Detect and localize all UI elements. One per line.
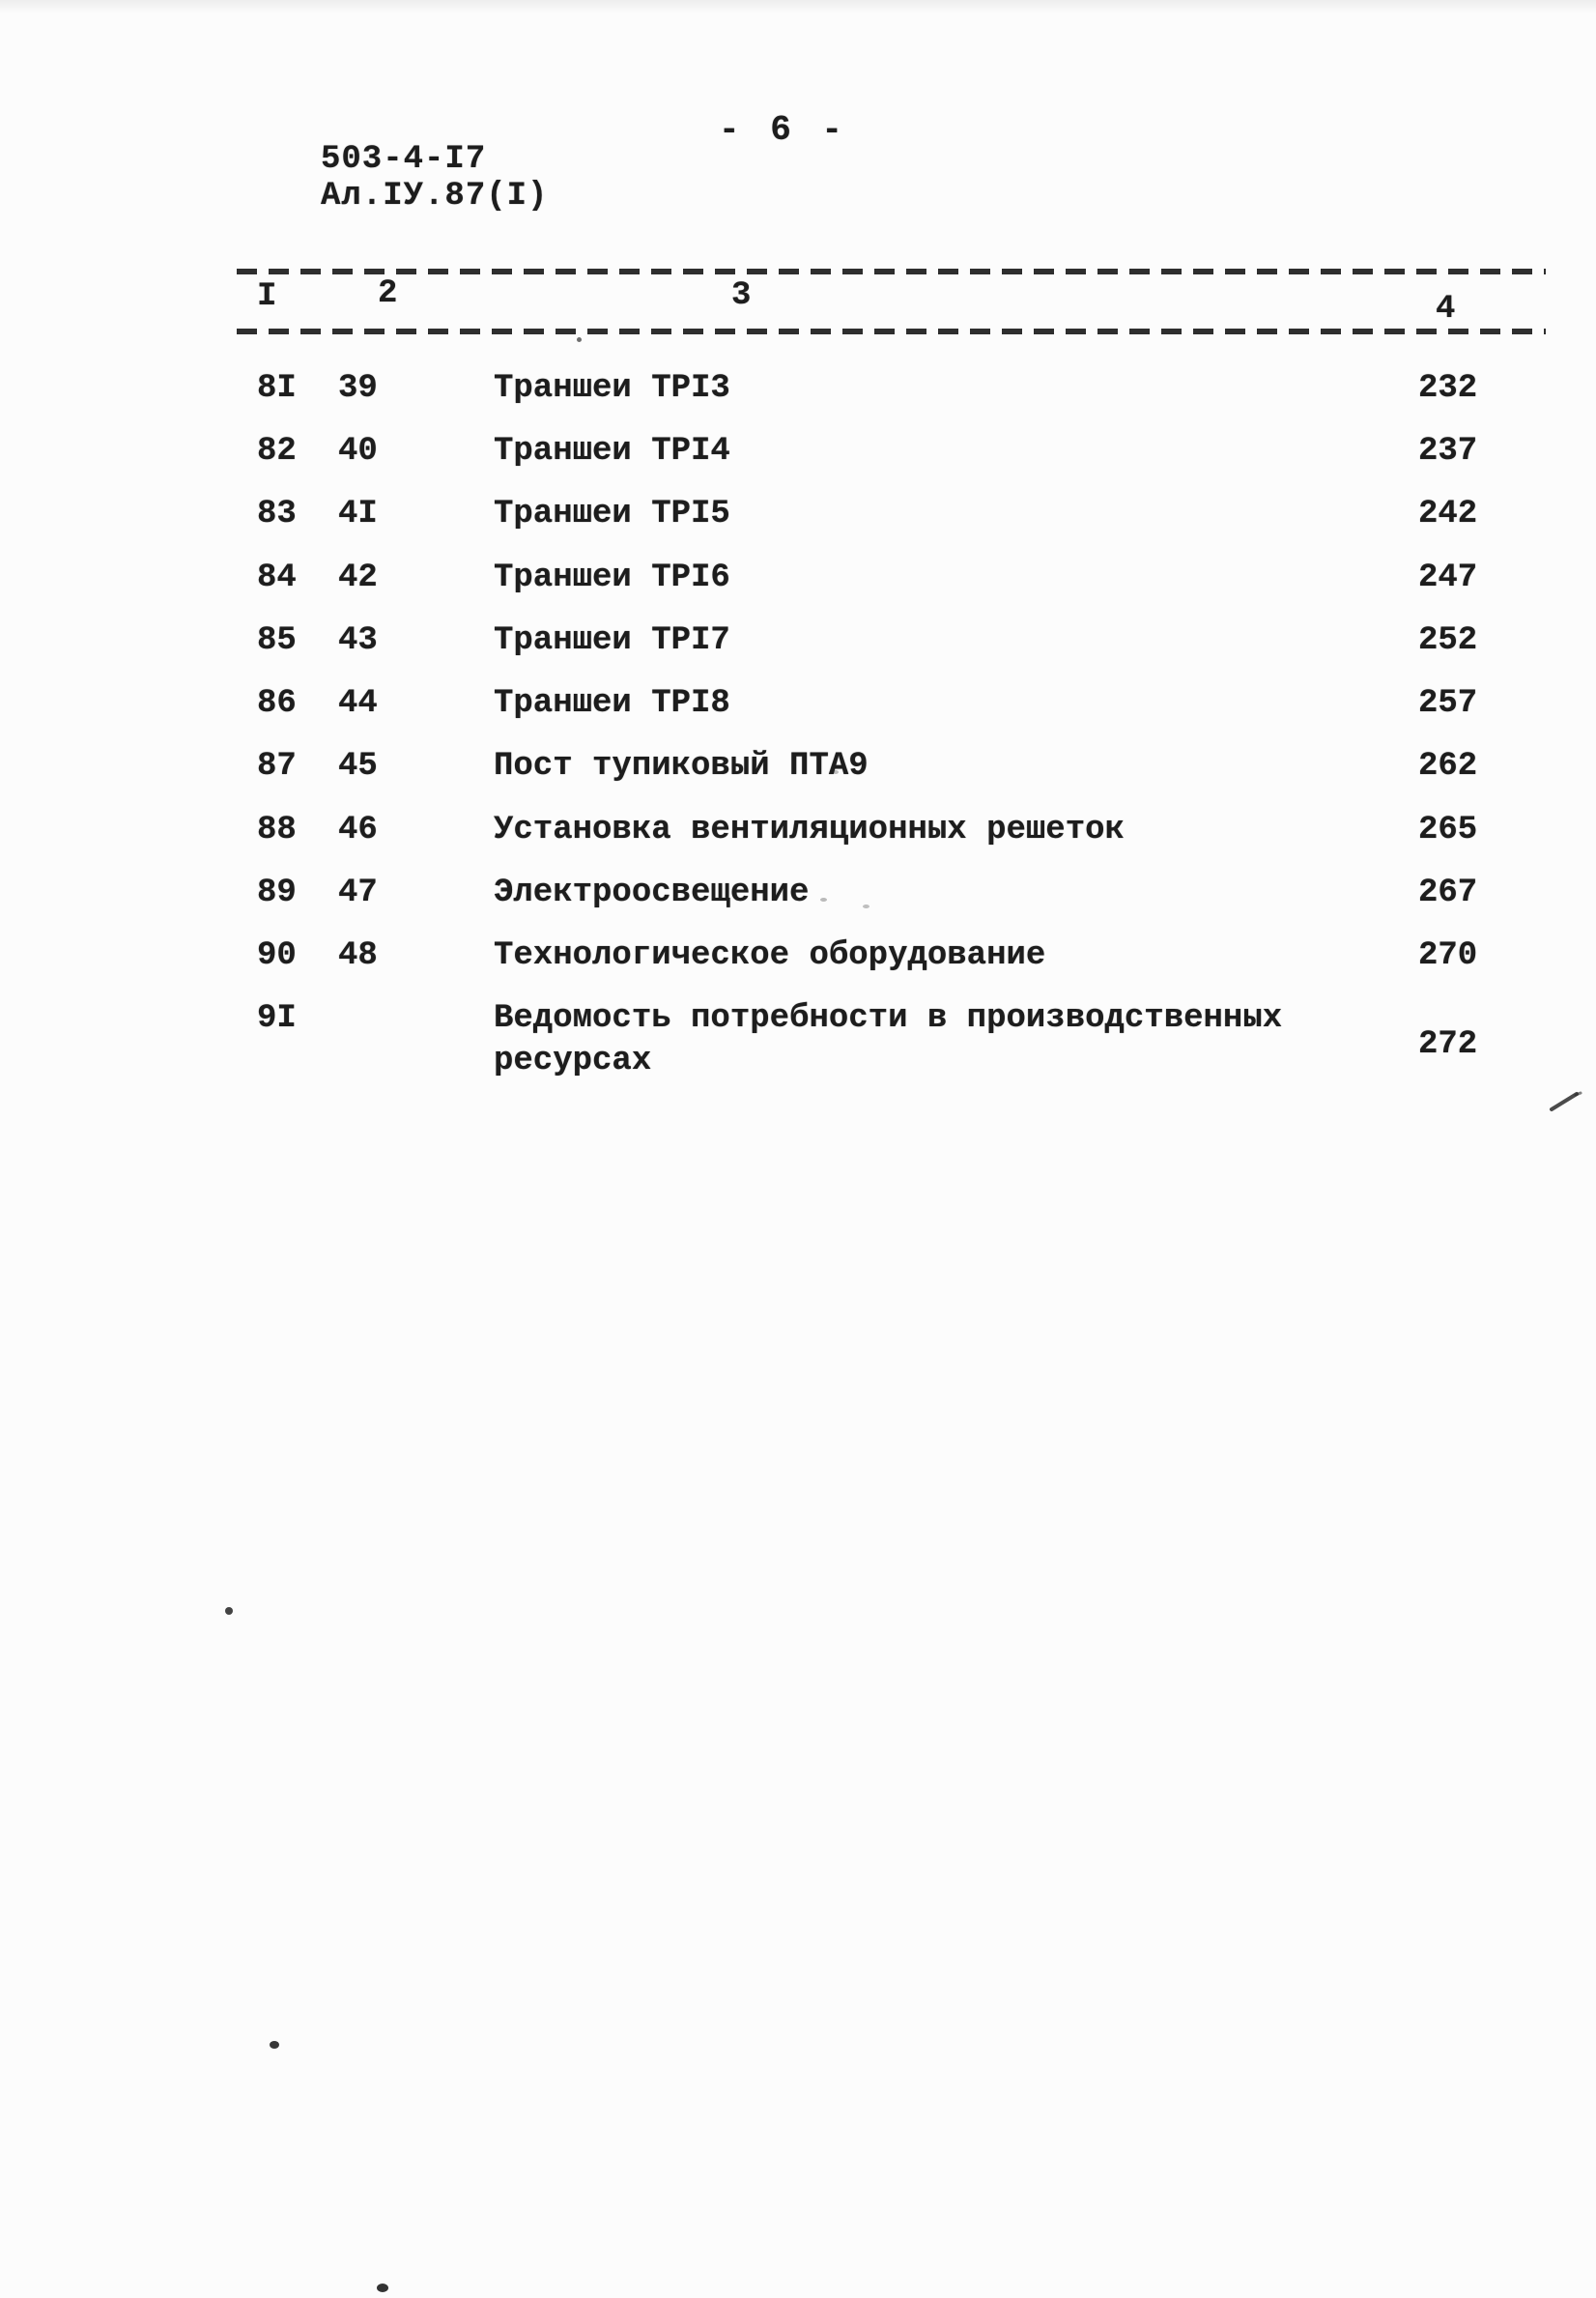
- column-header-1: I: [257, 278, 277, 315]
- table-row: [0, 934, 1596, 996]
- row-number: 82: [257, 433, 297, 470]
- document-reference: [321, 141, 548, 215]
- scan-speck: [377, 2284, 388, 2292]
- row-page: 257: [1418, 685, 1478, 722]
- row-number: 87: [257, 748, 297, 785]
- table-row: [0, 809, 1596, 871]
- row-page: 265: [1418, 812, 1478, 848]
- doc-ref-album: Ал.IУ.87(I): [321, 178, 549, 215]
- row-title: Траншеи ТРI6: [494, 560, 730, 596]
- sheet-number: 4I: [338, 496, 378, 532]
- row-number: 89: [257, 875, 297, 911]
- column-header-3: 3: [731, 277, 752, 314]
- row-number: 9I: [257, 1000, 297, 1037]
- row-title: Траншеи ТРI7: [494, 622, 730, 659]
- sheet-number: 39: [338, 370, 378, 407]
- sheet-number: 45: [338, 748, 378, 785]
- sheet-number: 44: [338, 685, 378, 722]
- row-number: 83: [257, 496, 297, 532]
- column-header-2: 2: [378, 275, 398, 312]
- row-title: Электроосвещение: [494, 875, 810, 911]
- table-header-divider-bottom: [237, 329, 1546, 334]
- row-number: 86: [257, 685, 297, 722]
- sheet-number: 42: [338, 560, 378, 596]
- row-title: Траншеи ТРI8: [494, 685, 730, 722]
- table-row: [0, 619, 1596, 681]
- sheet-number: 48: [338, 937, 378, 974]
- row-title: Траншеи ТРI3: [494, 370, 730, 407]
- table-row: [0, 997, 1596, 1104]
- row-title: Установка вентиляционных решеток: [494, 812, 1125, 848]
- row-title: Пост тупиковый ПТА9: [494, 748, 869, 785]
- column-header-4: 4: [1436, 291, 1456, 328]
- row-page: 242: [1418, 496, 1478, 532]
- row-number: 90: [257, 937, 297, 974]
- scan-speck: [833, 770, 839, 774]
- sheet-number: 46: [338, 812, 378, 848]
- scan-speck: [577, 337, 582, 342]
- row-page: 252: [1418, 622, 1478, 659]
- sheet-number: 40: [338, 433, 378, 470]
- row-title: Траншеи ТРI5: [494, 496, 730, 532]
- scan-speck: [270, 2041, 279, 2049]
- table-row: [0, 557, 1596, 618]
- row-page: 272: [1418, 1026, 1478, 1063]
- handwritten-tick-mark: [1548, 1086, 1588, 1115]
- row-title: Технологическое оборудование: [494, 937, 1046, 974]
- row-page: 247: [1418, 560, 1478, 596]
- table-row: [0, 682, 1596, 744]
- table-row: [0, 493, 1596, 555]
- row-number: 85: [257, 622, 297, 659]
- table-header-divider-top: [237, 269, 1546, 274]
- row-page: 270: [1418, 937, 1478, 974]
- doc-ref-series: 503-4-I7: [321, 141, 487, 178]
- table-row: [0, 745, 1596, 807]
- row-number: 88: [257, 812, 297, 848]
- sheet-number: 43: [338, 622, 378, 659]
- table-row: [0, 367, 1596, 429]
- sheet-number: 47: [338, 875, 378, 911]
- scan-speck: [225, 1607, 233, 1615]
- page-number: - 6 -: [719, 110, 848, 150]
- scan-speck: [820, 898, 827, 902]
- row-number: 84: [257, 560, 297, 596]
- row-page: 267: [1418, 875, 1478, 911]
- table-row: [0, 430, 1596, 492]
- row-number: 8I: [257, 370, 297, 407]
- row-page: 237: [1418, 433, 1478, 470]
- row-page: 232: [1418, 370, 1478, 407]
- scan-speck: [863, 905, 869, 908]
- row-page: 262: [1418, 748, 1478, 785]
- table-row: [0, 872, 1596, 934]
- row-title: Траншеи ТРI4: [494, 433, 730, 470]
- row-title: Ведомость потребности в производственных ресурсах: [494, 1000, 1283, 1079]
